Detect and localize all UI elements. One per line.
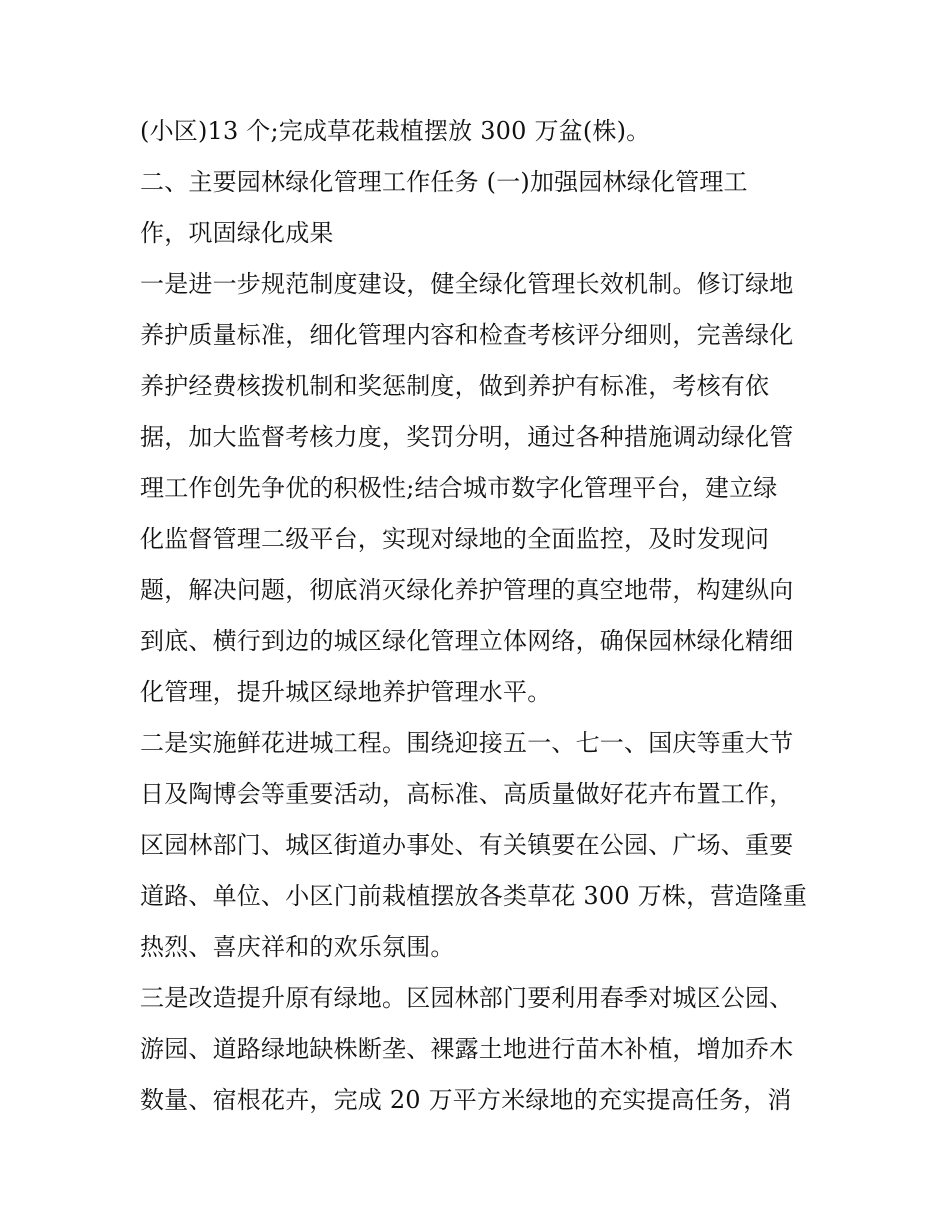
paragraph-line: 养护质量标准，细化管理内容和检查考核评分细则，完善绿化 bbox=[140, 321, 794, 349]
paragraph-line: 游园、道路绿地缺株断垄、裸露土地进行苗木补植，增加乔木 bbox=[140, 1035, 794, 1063]
paragraph-line: 一是进一步规范制度建设，健全绿化管理长效机制。修订绿地 bbox=[140, 270, 794, 298]
paragraph-line: 日及陶博会等重要活动，高标准、高质量做好花卉布置工作， bbox=[140, 780, 794, 808]
paragraph-line: 题，解决问题，彻底消灭绿化养护管理的真空地带，构建纵向 bbox=[140, 576, 794, 604]
paragraph-line: 三是改造提升原有绿地。区园林部门要利用春季对城区公园、 bbox=[140, 984, 794, 1012]
paragraph-line: 化监督管理二级平台，实现对绿地的全面监控，及时发现问 bbox=[140, 525, 770, 553]
paragraph-line: 养护经费核拨机制和奖惩制度，做到养护有标准，考核有依 bbox=[140, 372, 770, 400]
paragraph-line: 到底、横行到边的城区绿化管理立体网络，确保园林绿化精细 bbox=[140, 627, 794, 655]
paragraph-line: 理工作创先争优的积极性;结合城市数字化管理平台，建立绿 bbox=[140, 474, 778, 502]
section-heading-line: 作，巩固绿化成果 bbox=[140, 219, 334, 247]
paragraph-line: 据，加大监督考核力度，奖罚分明，通过各种措施调动绿化管 bbox=[140, 423, 794, 451]
paragraph-line: 区园林部门、城区街道办事处、有关镇要在公园、广场、重要 bbox=[140, 831, 794, 859]
document-body bbox=[140, 106, 820, 1126]
paragraph-line: 数量、宿根花卉，完成 20 万平方米绿地的充实提高任务，消 bbox=[140, 1086, 792, 1114]
paragraph-line: 化管理，提升城区绿地养护管理水平。 bbox=[140, 678, 552, 706]
paragraph-line: 道路、单位、小区门前栽植摆放各类草花 300 万株，营造隆重 bbox=[140, 882, 808, 910]
paragraph-line: 二是实施鲜花进城工程。围绕迎接五一、七一、国庆等重大节 bbox=[140, 729, 794, 757]
paragraph-line: 热烈、喜庆祥和的欢乐氛围。 bbox=[140, 933, 455, 961]
text-line: (小区)13 个;完成草花栽植摆放 300 万盆(株)。 bbox=[140, 117, 651, 145]
section-heading-line: 二、主要园林绿化管理工作任务 (一)加强园林绿化管理工 bbox=[140, 168, 748, 196]
